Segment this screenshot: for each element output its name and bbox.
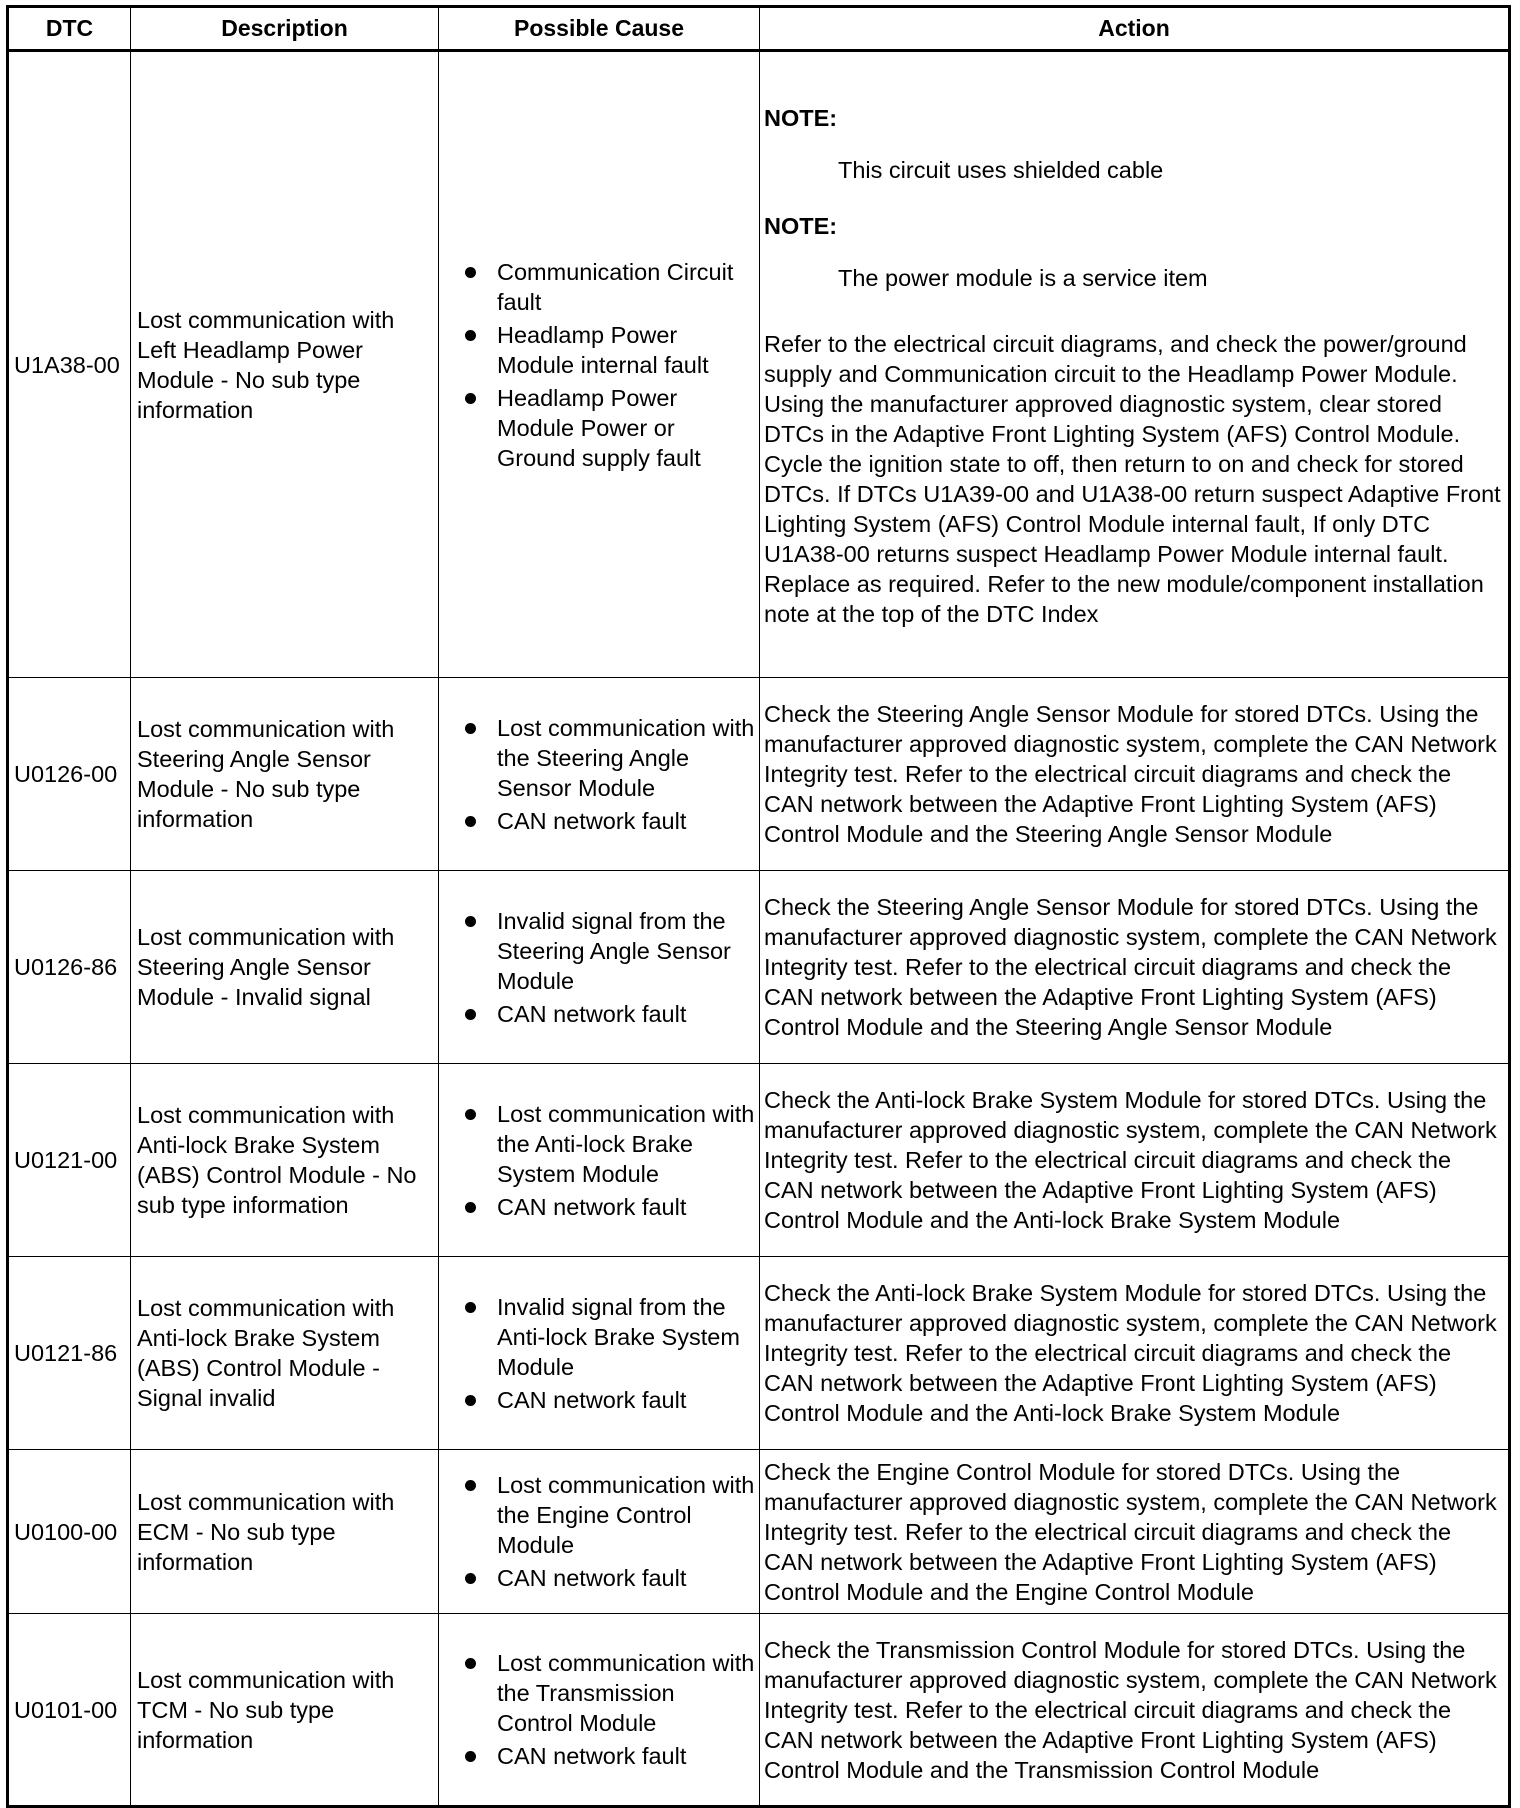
cause-text: Lost communication with the Steering Angle Sensor Module: [497, 714, 755, 801]
bullet-icon: [465, 1109, 476, 1120]
cause-item: [463, 1563, 755, 1593]
cause-text: Lost communication with the Transmission Control Module: [497, 1650, 755, 1736]
cause-text: CAN network fault: [497, 1565, 687, 1591]
cause-text: CAN network fault: [497, 807, 687, 834]
cause-list: [463, 1648, 755, 1771]
dtc-code-cell: U0121-00: [8, 1064, 131, 1257]
bullet-icon: [465, 1751, 476, 1762]
dtc-code-cell: U0126-86: [8, 871, 131, 1064]
possible-cause-cell: [439, 678, 760, 871]
description-cell: Lost communication with TCM - No sub type information: [131, 1614, 439, 1807]
cause-item: [463, 999, 755, 1029]
cause-text: Communication Circuit fault: [497, 258, 734, 315]
header-description: Description: [131, 7, 439, 51]
action-cell: Check the Steering Angle Sensor Module for stored DTCs. Using the manufacturer approved diagnostic system, complete the CAN Network Integrity test. Refer to the electrical circuit diagrams and check the CAN network between the Adaptive Front Lighting System (AFS) Control Module and the Steering Angle Sensor Module: [760, 871, 1510, 1064]
table-row: [8, 1450, 1510, 1614]
cause-item: [463, 1099, 755, 1189]
note-label: NOTE:: [764, 212, 838, 239]
cause-item: [463, 713, 755, 803]
cause-text: Headlamp Power Module Power or Ground supply fault: [497, 384, 701, 471]
cause-item: [463, 1648, 755, 1738]
description-cell: Lost communication with Left Headlamp Power Module - No sub type information: [131, 51, 439, 678]
cause-text: CAN network fault: [497, 1193, 687, 1220]
cause-text: CAN network fault: [497, 1743, 687, 1769]
possible-cause-cell: [439, 1614, 760, 1807]
action-text: Refer to the electrical circuit diagrams, and check the power/ground supply and Communication circuit to the Headlamp Power Module. Using the manufacturer approved diagnostic system, clear stored DTCs in the Adaptive Front Lighting System (AFS) Control Module. Cycle the ignition state to off, then return to on and check for stored DTCs. If DTCs U1A39-00 and U1A38-00 return suspect Adaptive Front Lighting System (AFS) Control Module internal fault, If only DTC U1A38-00 returns suspect Headlamp Power Module internal fault. Replace as required. Refer to the new module/component installation note at the top of the DTC Index: [764, 330, 1501, 627]
cause-item: [463, 1385, 755, 1415]
action-cell: Check the Transmission Control Module for stored DTCs. Using the manufacturer approved diagnostic system, complete the CAN Network Integrity test. Refer to the electrical circuit diagrams and check the CAN network between the Adaptive Front Lighting System (AFS) Control Module and the Transmission Control Module: [760, 1614, 1510, 1807]
note-text: This circuit uses shielded cable: [838, 156, 1164, 183]
action-cell: Check the Engine Control Module for stored DTCs. Using the manufacturer approved diagnostic system, complete the CAN Network Integrity test. Refer to the electrical circuit diagrams and check the CAN network between the Adaptive Front Lighting System (AFS) Control Module and the Engine Control Module: [760, 1450, 1510, 1614]
action-cell: Check the Anti-lock Brake System Module for stored DTCs. Using the manufacturer approved diagnostic system, complete the CAN Network Integrity test. Refer to the electrical circuit diagrams and check the CAN network between the Adaptive Front Lighting System (AFS) Control Module and the Anti-lock Brake System Module: [760, 1257, 1510, 1450]
cause-item: [463, 320, 755, 380]
dtc-code-cell: U0100-00: [8, 1450, 131, 1614]
cause-list: [463, 906, 755, 1029]
bullet-icon: [465, 1302, 476, 1313]
description-cell: Lost communication with ECM - No sub type information: [131, 1450, 439, 1614]
header-row: [8, 7, 1510, 51]
table-row: [8, 1257, 1510, 1450]
bullet-icon: [465, 1573, 476, 1584]
cause-list: [463, 1292, 755, 1415]
bullet-icon: [465, 330, 476, 341]
table-body: [8, 51, 1510, 1807]
note-label: NOTE:: [764, 104, 838, 131]
cause-item: [463, 806, 755, 836]
header-action: Action: [760, 7, 1510, 51]
table-row: [8, 678, 1510, 871]
note-text: The power module is a service item: [838, 264, 1208, 291]
dtc-code-cell: U0101-00: [8, 1614, 131, 1807]
cause-text: CAN network fault: [497, 1000, 687, 1027]
table-row: [8, 1614, 1510, 1807]
description-cell: Lost communication with Steering Angle Sensor Module - No sub type information: [131, 678, 439, 871]
dtc-code-cell: U0121-86: [8, 1257, 131, 1450]
cause-list: [463, 257, 755, 473]
description-cell: Lost communication with Anti-lock Brake System (ABS) Control Module - Signal invalid: [131, 1257, 439, 1450]
header-dtc: DTC: [8, 7, 131, 51]
cause-text: Headlamp Power Module internal fault: [497, 321, 709, 378]
dtc-table: [6, 5, 1511, 1808]
possible-cause-cell: [439, 1450, 760, 1614]
action-cell: Check the Anti-lock Brake System Module for stored DTCs. Using the manufacturer approved diagnostic system, complete the CAN Network Integrity test. Refer to the electrical circuit diagrams and check the CAN network between the Adaptive Front Lighting System (AFS) Control Module and the Anti-lock Brake System Module: [760, 1064, 1510, 1257]
action-cell: [760, 51, 1510, 678]
possible-cause-cell: [439, 51, 760, 678]
cause-list: [463, 1099, 755, 1222]
cause-item: [463, 1470, 755, 1560]
cause-text: Lost communication with the Engine Control Module: [497, 1472, 755, 1558]
description-cell: Lost communication with Anti-lock Brake System (ABS) Control Module - No sub type information: [131, 1064, 439, 1257]
cause-item: [463, 383, 755, 473]
dtc-code-cell: U0126-00: [8, 678, 131, 871]
bullet-icon: [465, 1202, 476, 1213]
dtc-code-cell: U1A38-00: [8, 51, 131, 678]
table-row: [8, 1064, 1510, 1257]
description-cell: Lost communication with Steering Angle Sensor Module - Invalid signal: [131, 871, 439, 1064]
action-cell: Check the Steering Angle Sensor Module for stored DTCs. Using the manufacturer approved diagnostic system, complete the CAN Network Integrity test. Refer to the electrical circuit diagrams and check the CAN network between the Adaptive Front Lighting System (AFS) Control Module and the Steering Angle Sensor Module: [760, 678, 1510, 871]
table-row: [8, 871, 1510, 1064]
cause-item: [463, 1192, 755, 1222]
bullet-icon: [465, 916, 476, 927]
bullet-icon: [465, 1480, 476, 1491]
bullet-icon: [465, 267, 476, 278]
header-possible-cause: Possible Cause: [439, 7, 760, 51]
bullet-icon: [465, 393, 476, 404]
cause-text: Invalid signal from the Steering Angle Sensor Module: [497, 907, 731, 994]
possible-cause-cell: [439, 1064, 760, 1257]
bullet-icon: [465, 1009, 476, 1020]
table-row: [8, 51, 1510, 678]
cause-text: CAN network fault: [497, 1386, 687, 1413]
bullet-icon: [465, 1658, 476, 1669]
possible-cause-cell: [439, 1257, 760, 1450]
cause-item: [463, 1741, 755, 1771]
cause-text: Lost communication with the Anti-lock Brake System Module: [497, 1100, 755, 1187]
cause-text: Invalid signal from the Anti-lock Brake System Module: [497, 1293, 740, 1380]
bullet-icon: [465, 1395, 476, 1406]
table-header: [8, 7, 1510, 51]
cause-list: [463, 1470, 755, 1593]
bullet-icon: [465, 816, 476, 827]
cause-list: [463, 713, 755, 836]
cause-item: [463, 1292, 755, 1382]
cause-item: [463, 257, 755, 317]
bullet-icon: [465, 723, 476, 734]
cause-item: [463, 906, 755, 996]
possible-cause-cell: [439, 871, 760, 1064]
